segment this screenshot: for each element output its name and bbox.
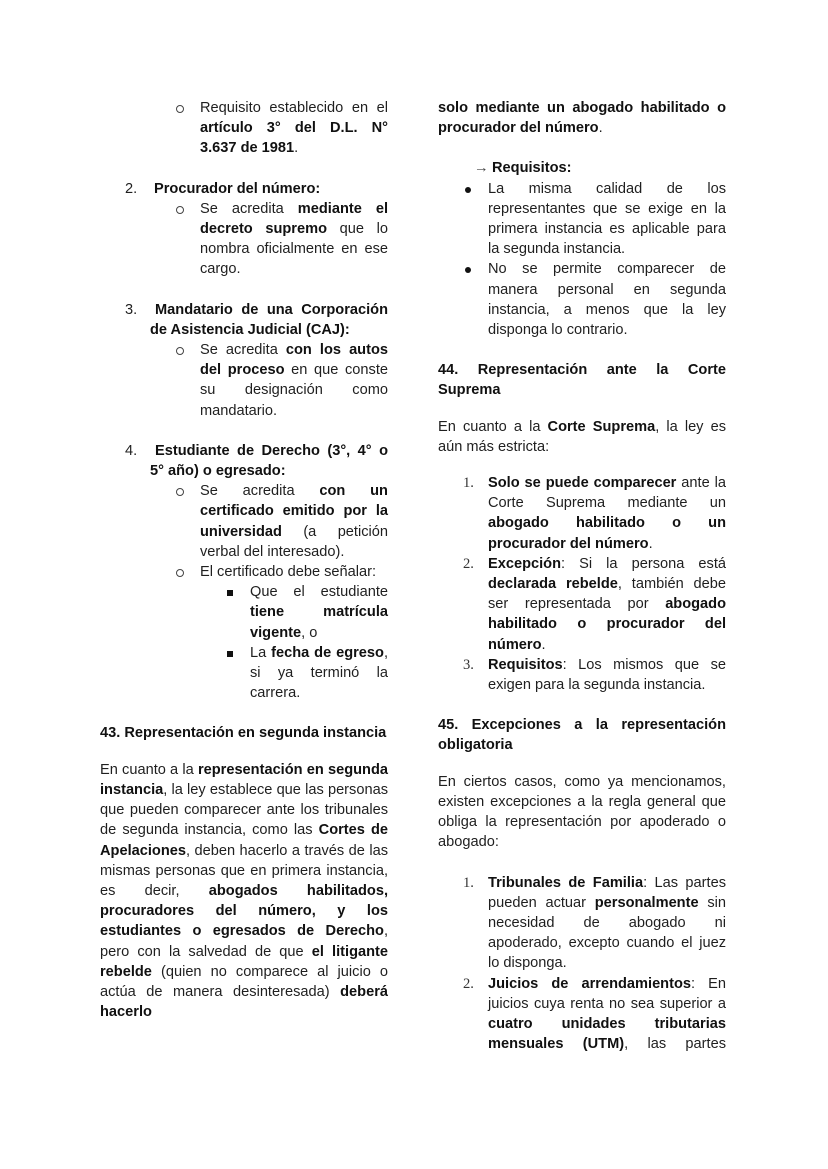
list-item: Se acredita con los autos del proceso en que conste su designación como mandatario. xyxy=(100,340,388,421)
circle-bullet-icon xyxy=(176,105,184,113)
numbered-item: 3. Requisitos: Los mismos que se exigen para la segunda instancia. xyxy=(463,656,726,694)
circle-bullet-icon xyxy=(176,569,184,577)
circle-bullet-icon xyxy=(176,347,184,355)
section-43-paragraph: En cuanto a la representación en segunda instancia, la ley establece que las personas que pueden comparecer ante los tribunales de segunda instancia, como las Cortes de Apelaciones, deben hacerlo a través de las mismas personas que en primera instancia, es decir, abogados habilitados, procuradores del número, y los estudiantes o egresados de Derecho, pero con la salvedad de que el litigante rebelde (quien no comparece al juicio o actúa de manera desinteresada) deberá hacerlo xyxy=(100,761,389,1021)
list-item: Que el estudiante tiene matrícula vigente, o xyxy=(100,582,388,643)
list-item: La fecha de egreso, si ya terminó la carrera. xyxy=(100,643,388,704)
bullet-dot-icon xyxy=(465,187,471,193)
list-item: El certificado debe señalar: xyxy=(100,562,388,582)
item-title: Procurador del número: xyxy=(154,180,321,197)
list-number: 4. xyxy=(125,442,138,459)
list-item: Requisito establecido en el artículo 3° del D.L. N° 3.637 de 1981. xyxy=(100,98,388,159)
circle-bullet-icon xyxy=(176,206,184,214)
list-item: La misma calidad de los representantes que se exige en la primera instancia es aplicable para la segunda instancia. xyxy=(438,179,726,260)
list-item: Se acredita mediante el decreto supremo que lo nombra oficialmente en ese cargo. xyxy=(100,199,388,280)
item-title: Mandatario de una Corporación de Asistencia Judicial (CAJ): xyxy=(150,301,388,338)
numbered-item-2 xyxy=(100,179,388,199)
requisitos-label-item: → Requisitos: xyxy=(438,158,726,178)
section-44-intro: En cuanto a la Corte Suprema, la ley es aún más estricta: xyxy=(438,418,726,455)
continuation-paragraph: solo mediante un abogado habilitado o procurador del número. xyxy=(438,100,726,137)
list-number: 2. xyxy=(125,180,138,197)
section-heading-44: 44. Representación ante la Corte Suprema xyxy=(438,362,726,399)
left-column xyxy=(100,98,388,1022)
item-title: Estudiante de Derecho (3°, 4° o 5° año) o egresado: xyxy=(150,442,388,480)
section-heading-43: 43. Representación en segunda instancia xyxy=(100,725,387,742)
section-45-intro: En ciertos casos, como ya mencionamos, existen excepciones a la regla general que obliga la representación por apoderado o abogado: xyxy=(438,773,726,851)
numbered-item: 2. Juicios de arrendamientos: En juicios cuya renta no sea superior a cuatro unidades tributarias mensuales (UTM), las partes xyxy=(463,975,726,1053)
numbered-item-4 xyxy=(100,441,388,481)
square-bullet-icon xyxy=(227,590,233,596)
right-column xyxy=(438,98,726,1054)
numbered-item: 1. Tribunales de Familia: Las partes pueden actuar personalmente sin necesidad de abogado ni apoderado, excepto cuando el juez lo disponga. xyxy=(463,874,726,972)
section-heading-45: 45. Excepciones a la representación obligatoria xyxy=(438,717,726,754)
square-bullet-icon xyxy=(227,651,233,657)
bullet-dot-icon xyxy=(465,267,471,273)
numbered-item: 2. Excepción: Si la persona está declarada rebelde, también debe ser representada por abogado habilitado o procurador del número. xyxy=(463,555,726,653)
numbered-item-3 xyxy=(100,300,388,340)
circle-bullet-icon xyxy=(176,488,184,496)
arrow-right-icon: → xyxy=(474,160,489,177)
list-item: Se acredita con un certificado emitido por la universidad (a petición verbal del interesado). xyxy=(100,481,388,562)
list-number: 3. xyxy=(125,301,138,318)
list-item: No se permite comparecer de manera personal en segunda instancia, a menos que la ley disponga lo contrario. xyxy=(438,259,726,340)
numbered-item: 1. Solo se puede comparecer ante la Corte Suprema mediante un abogado habilitado o un procurador del número. xyxy=(463,475,726,552)
